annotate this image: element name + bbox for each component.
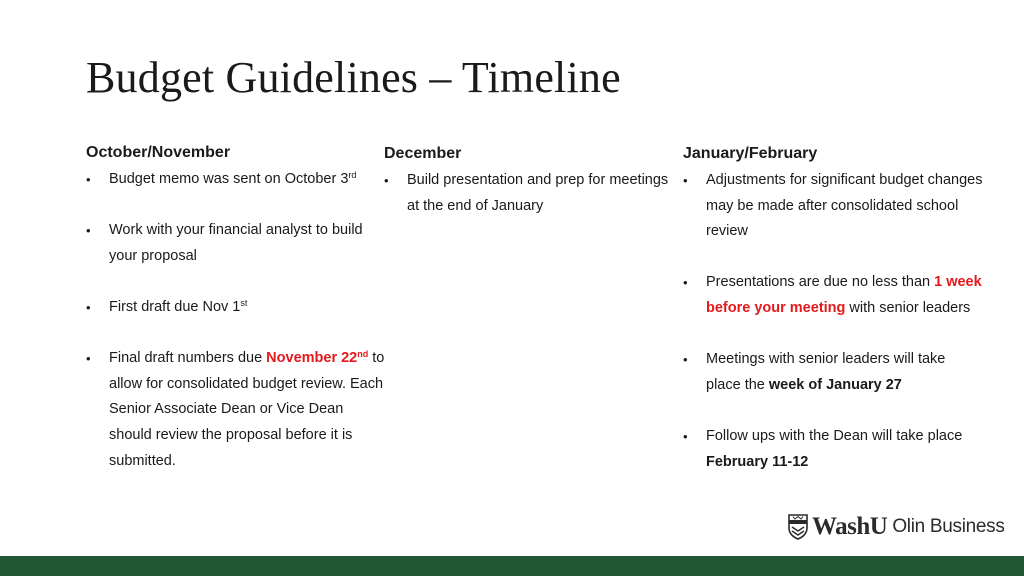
footer-bar — [0, 556, 1024, 576]
bullet-text: Adjustments for significant budget changes may be made after consolidated school review — [706, 172, 983, 240]
column-december — [384, 143, 684, 219]
bullet-text: with senior leaders — [845, 299, 971, 316]
bullet-text: Final draft numbers due — [109, 350, 267, 367]
bullet-text: Meetings with senior leaders will take place the — [706, 351, 946, 393]
column-heading: October/November — [86, 144, 231, 161]
bullet-text: Budget memo was sent on October 3 — [109, 171, 349, 187]
bullet-item — [683, 347, 983, 398]
washu-olin-logo — [788, 512, 1005, 542]
bullet-text: Build presentation and prep for meetings at the end of January — [407, 172, 669, 214]
bullet-text: Presentations are due no less than — [706, 274, 935, 291]
bullet-text: week of January 27 — [768, 376, 902, 393]
bullet-text: 1 week before your meeting — [706, 274, 982, 316]
column-heading: December — [384, 145, 462, 162]
bullet-item — [86, 218, 386, 269]
bullet-item — [384, 168, 684, 219]
logo-wordmark: WashU — [812, 513, 888, 540]
bullet-text: February 11-12 — [706, 453, 809, 470]
bullet-item — [86, 167, 386, 193]
bullet-text: Follow ups with the Dean will take place — [706, 427, 963, 444]
superscript-text: rd — [348, 170, 357, 180]
bullet-text: to allow for consolidated budget review. Each Senior Associate Dean or Vice Dean should review the proposal before it is submitted. — [109, 350, 385, 469]
bullet-list — [86, 167, 386, 474]
bullet-text: Work with your financial analyst to build your proposal — [109, 222, 363, 264]
bullet-item — [683, 270, 983, 321]
bullet-item — [86, 295, 386, 321]
superscript-text: nd — [357, 349, 369, 360]
logo-unit-name: Olin Business — [892, 516, 1005, 537]
bullet-list — [683, 168, 983, 475]
bullet-text: First draft due Nov 1 — [109, 298, 241, 315]
column-heading: January/February — [683, 145, 818, 162]
bullet-item — [683, 168, 983, 245]
superscript-text: st — [240, 297, 248, 308]
bullet-text: November 22 — [266, 350, 358, 367]
column-january-february — [683, 143, 983, 475]
bullet-item — [683, 424, 983, 475]
bullet-list — [384, 168, 684, 219]
bullet-item — [86, 346, 386, 474]
shield-icon — [788, 514, 808, 540]
column-october-november — [86, 142, 386, 474]
slide-title: Budget Guidelines – Timeline — [86, 53, 621, 102]
